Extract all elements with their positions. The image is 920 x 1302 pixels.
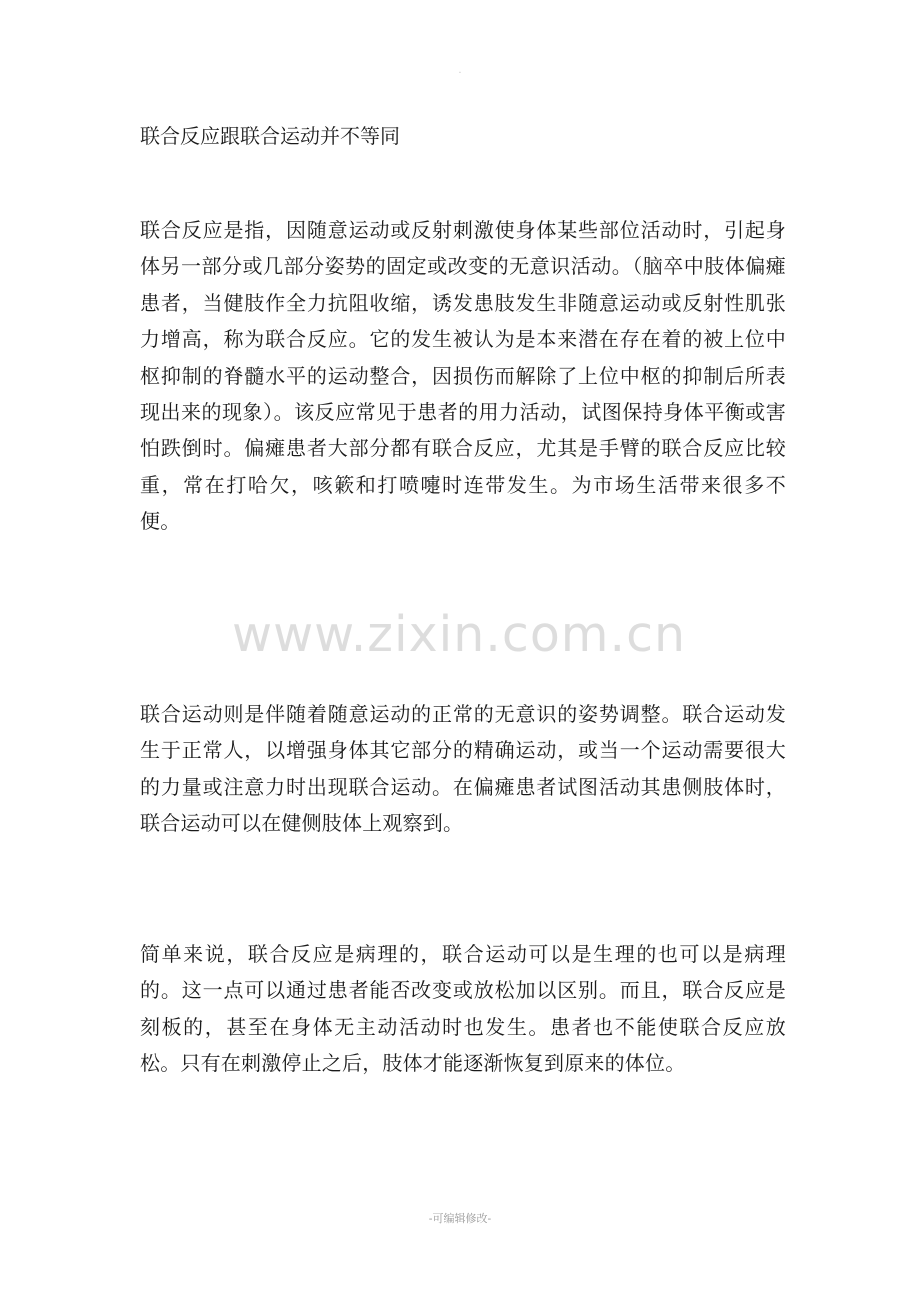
watermark: www.zixin.com.cn [232,606,687,663]
paragraph-associated-reaction: 联合反应是指，因随意运动或反射刺激使身体某些部位活动时，引起身体另一部分或几部分姿势的固定或改变的无意识活动。（脑卒中肢体偏瘫患者，当健肢作全力抗阻收缩，诱发患肢发生非随意运动或反射性肌张力增高，称为联合反应。它的发生被认为是本来潜在存在着的被上位中枢抑制的脊髓水平的运动整合，因损伤而解除了上位中枢的抑制后所表现出来的现象）。该反应常见于患者的用力活动，试图保持身体平衡或害怕跌倒时。偏瘫患者大部分都有联合反应，尤其是手臂的联合反应比较重，常在打哈欠，咳簌和打喷嚏时连带发生。为市场生活带来很多不便。 [140,218,786,534]
paragraph-associated-movement: 联合运动则是伴随着随意运动的正常的无意识的姿势调整。联合运动发生于正常人，以增强身体其它部分的精确运动，或当一个运动需要很大的力量或注意力时出现联合运动。在偏瘫患者试图活动其患侧肢体时，联合运动可以在健侧肢体上观察到。 [140,702,786,836]
header-mark: . [458,65,462,76]
paragraph-summary: 简单来说，联合反应是病理的，联合运动可以是生理的也可以是病理的。这一点可以通过患者能否改变或放松加以区别。而且，联合反应是刻板的，甚至在身体无主动活动时也发生。患者也不能使联合反应放松。只有在刺激停止之后，肢体才能逐渐恢复到原来的体位。 [140,942,786,1076]
document-title: 联合反应跟联合运动并不等同 [140,124,400,148]
page-footer: -可编辑修改- [428,1212,492,1225]
